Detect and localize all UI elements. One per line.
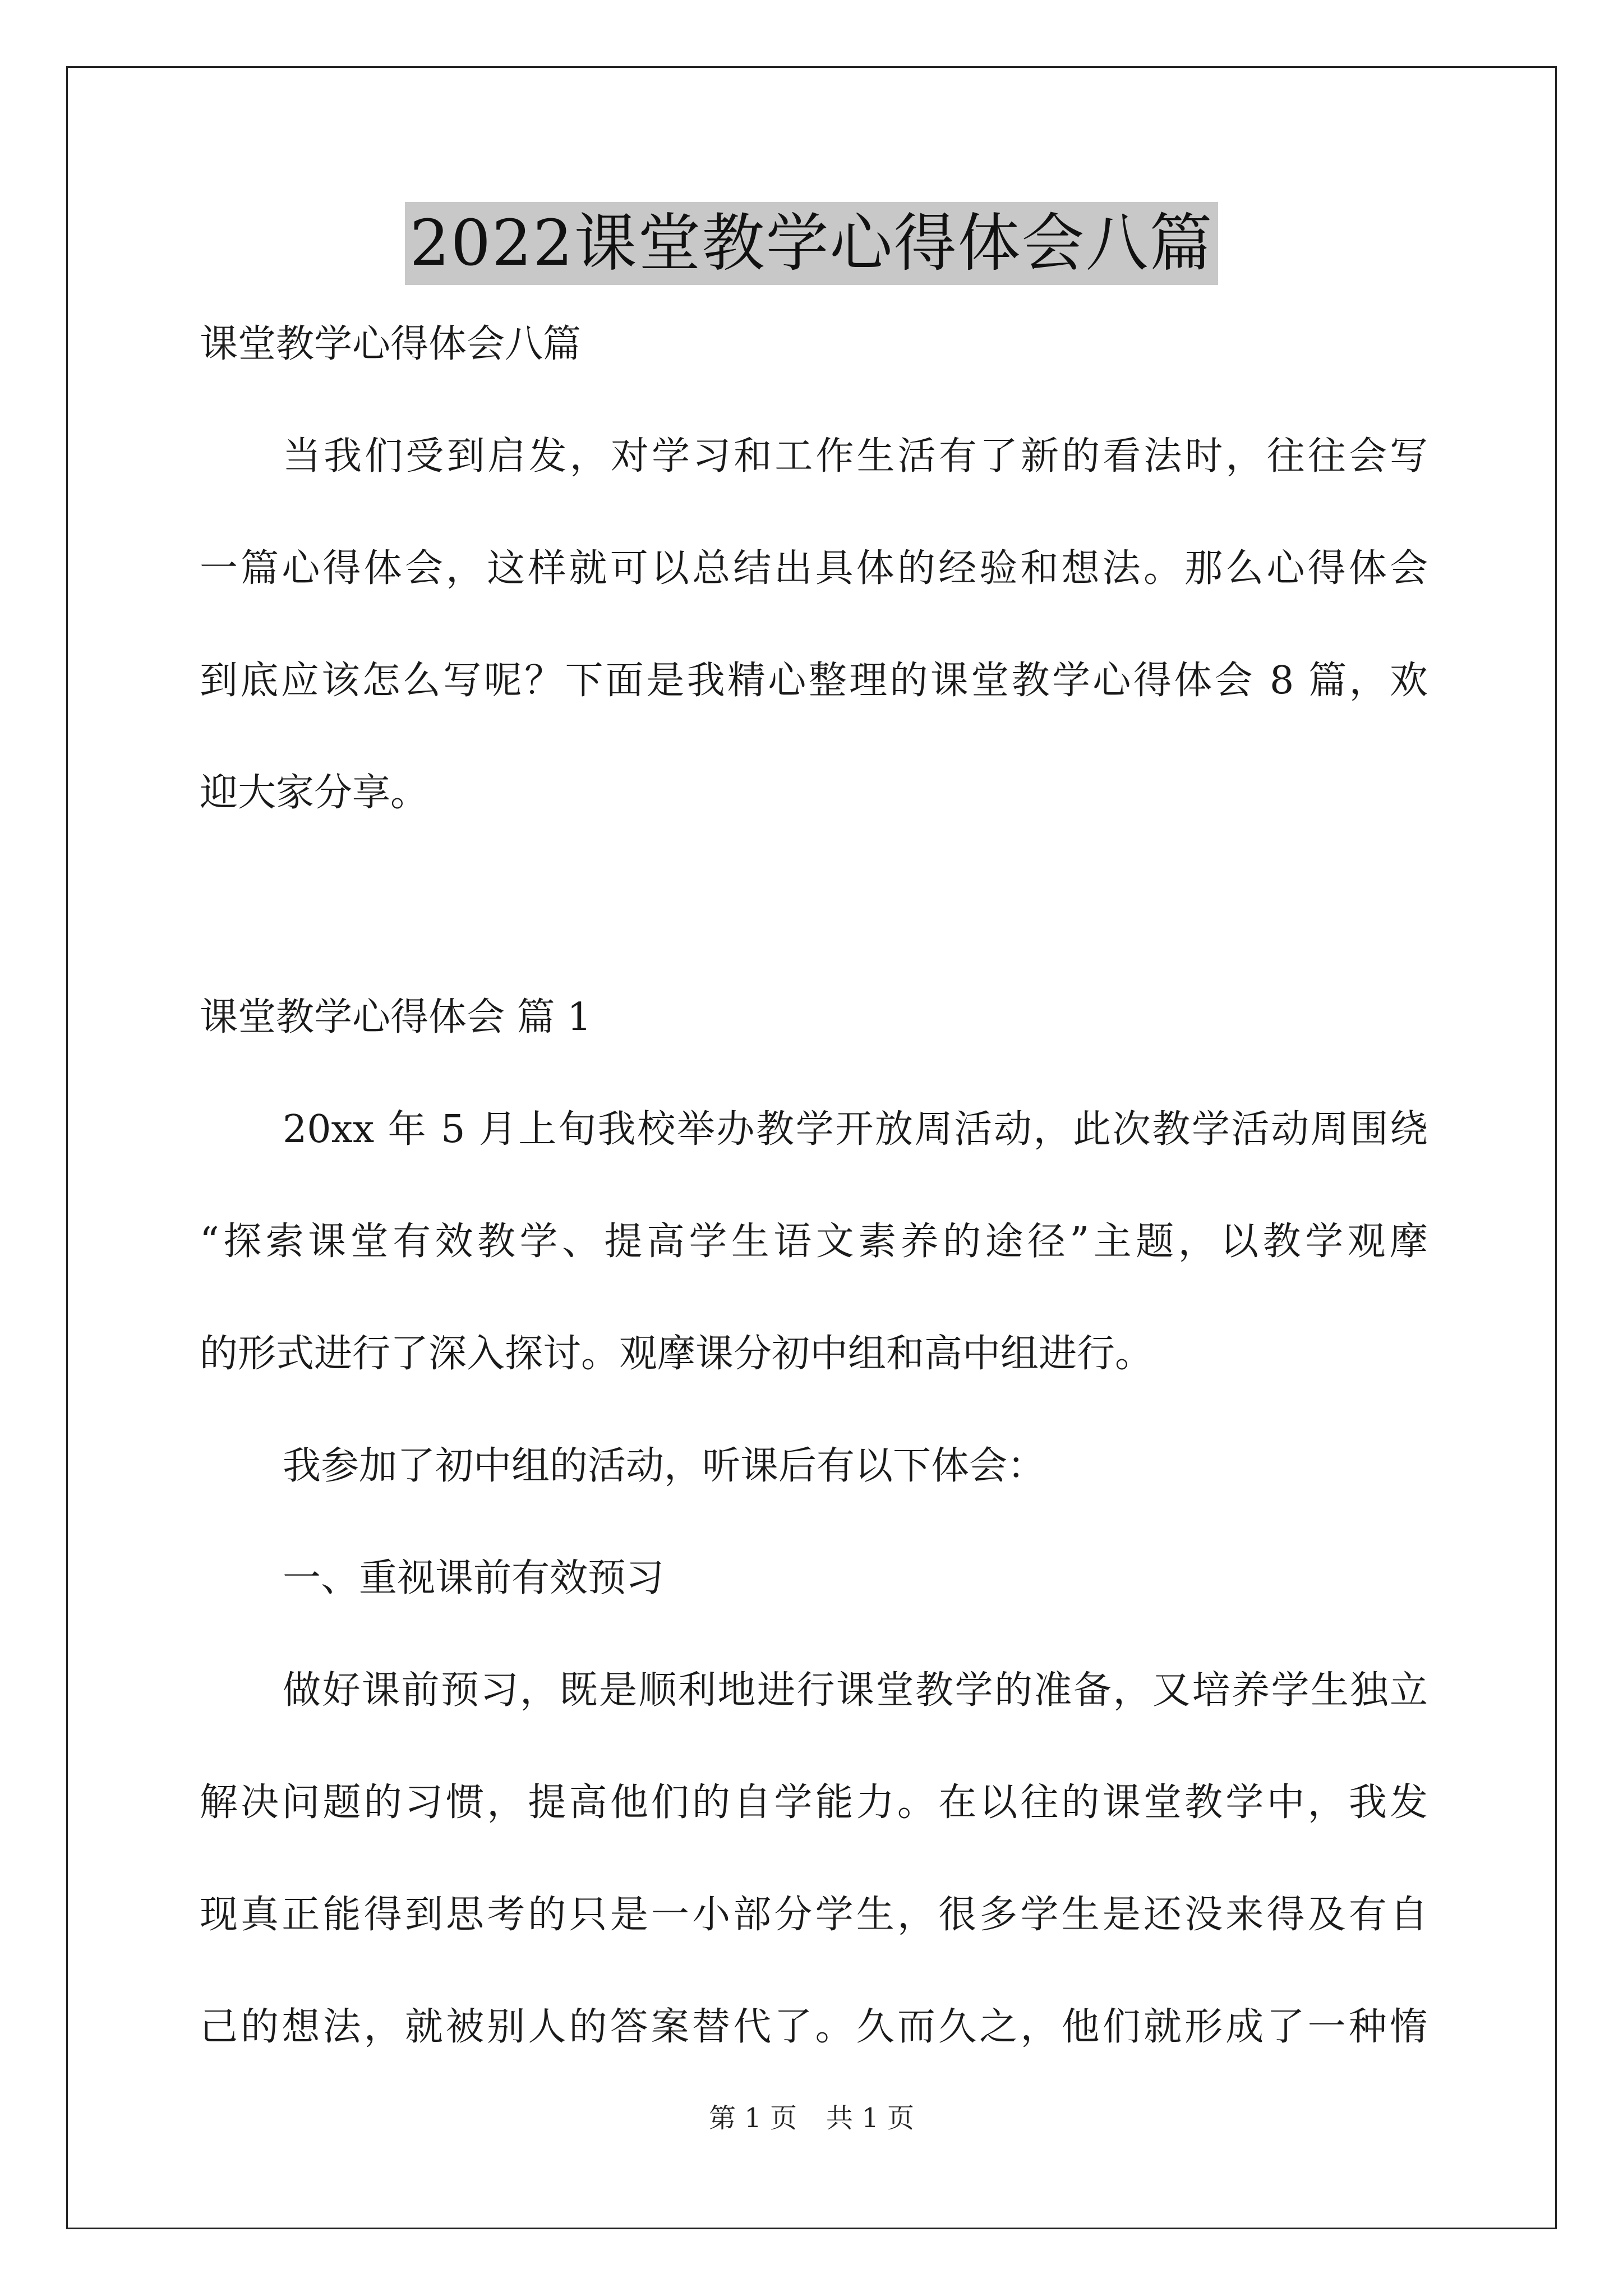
intro-line: 到底应该怎么写呢？下面是我精心整理的课堂教学心得体会 8 篇，欢 bbox=[200, 659, 1428, 703]
paragraph-line: 的形式进行了深入探讨。观摩课分初中组和高中组进行。 bbox=[200, 1332, 1154, 1376]
subheading: 一、重视课前有效预习 bbox=[283, 1556, 665, 1600]
title-container bbox=[0, 202, 1623, 285]
page-total: 共 1 页 bbox=[826, 2102, 915, 2134]
paragraph-line: 解决问题的习惯，提高他们的自学能力。在以往的课堂教学中，我发 bbox=[200, 1780, 1428, 1825]
document-title: 2022课堂教学心得体会八篇 bbox=[405, 202, 1218, 285]
paragraph-line: 现真正能得到思考的只是一小部分学生，很多学生是还没来得及有自 bbox=[200, 1893, 1428, 1937]
paragraph-line: 做好课前预习，既是顺利地进行课堂教学的准备，又培养学生独立 bbox=[283, 1668, 1428, 1713]
intro-line: 迎大家分享。 bbox=[200, 771, 429, 815]
page-footer bbox=[0, 2101, 1623, 2135]
paragraph-line: “探索课堂有效教学、提高学生语文素养的途径”主题，以教学观摩 bbox=[200, 1220, 1428, 1264]
document-subtitle: 课堂教学心得体会八篇 bbox=[200, 322, 582, 366]
intro-line: 当我们受到启发，对学习和工作生活有了新的看法时，往往会写 bbox=[283, 434, 1428, 478]
section-heading: 课堂教学心得体会 篇 1 bbox=[200, 995, 592, 1039]
paragraph-line: 己的想法，就被别人的答案替代了。久而久之，他们就形成了一种惰 bbox=[200, 2005, 1428, 2049]
intro-line: 一篇心得体会，这样就可以总结出具体的经验和想法。那么心得体会 bbox=[200, 546, 1428, 591]
paragraph-line: 20xx 年 5 月上旬我校举办教学开放周活动，此次教学活动周围绕 bbox=[283, 1107, 1428, 1152]
paragraph-line: 我参加了初中组的活动，听课后有以下体会： bbox=[283, 1444, 1046, 1488]
page-number: 第 1 页 bbox=[708, 2102, 797, 2134]
